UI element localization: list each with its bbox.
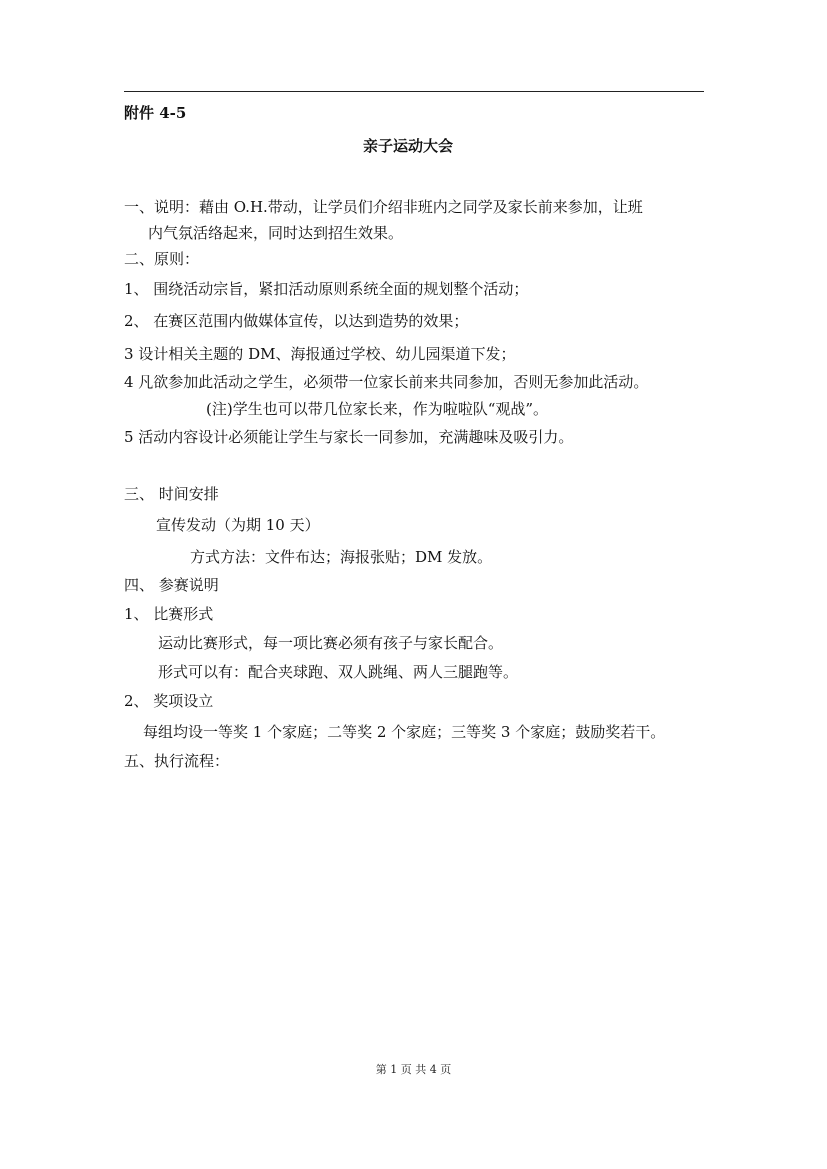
competition-format-text: 运动比赛形式，每一项比赛必须有孩子与家长配合。 (158, 634, 504, 652)
principle-4-note: (注)学生也可以带几位家长来，作为啦啦队“观战”。 (206, 400, 549, 418)
principle-5: 5 活动内容设计必须能让学生与家长一同参加，充满趣味及吸引力。 (124, 428, 574, 446)
awards-heading: 2、 奖项设立 (124, 692, 214, 710)
competition-format-heading: 1、 比赛形式 (124, 605, 214, 623)
competition-format-examples: 形式可以有：配合夹球跑、双人跳绳、两人三腿跑等。 (158, 663, 519, 681)
document-title: 亲子运动大会 (363, 137, 454, 155)
header-rule (124, 91, 704, 92)
attachment-label: 附件 4-5 (124, 104, 187, 122)
section-5-heading: 五、执行流程： (124, 752, 230, 770)
section-1-description: 一、说明：藉由 O.H.带动，让学员们介绍非班内之同学及家长前来参加，让班 (124, 198, 643, 216)
promotion-period: 宣传发动（为期 10 天） (156, 516, 320, 534)
section-3-heading: 三、 时间安排 (124, 485, 219, 503)
page-footer: 第 1 页 共 4 页 (375, 1063, 452, 1076)
section-4-heading: 四、 参赛说明 (124, 576, 219, 594)
promotion-methods: 方式方法：文件布达；海报张贴；DM 发放。 (190, 548, 493, 566)
principle-4: 4 凡欲参加此活动之学生，必须带一位家长前来共同参加，否则无参加此活动。 (124, 373, 649, 391)
principle-1: 1、 围绕活动宗旨，紧扣活动原则系统全面的规划整个活动； (124, 280, 529, 298)
section-2-heading: 二、原则： (124, 250, 200, 268)
awards-text: 每组均设一等奖 1 个家庭；二等奖 2 个家庭；三等奖 3 个家庭；鼓励奖若干。 (143, 723, 666, 741)
section-1-description-continued: 内气氛活络起来，同时达到招生效果。 (148, 224, 404, 242)
principle-3: 3 设计相关主题的 DM、海报通过学校、幼儿园渠道下发； (124, 345, 516, 363)
principle-2: 2、 在赛区范围内做媒体宣传，以达到造势的效果； (124, 312, 469, 330)
